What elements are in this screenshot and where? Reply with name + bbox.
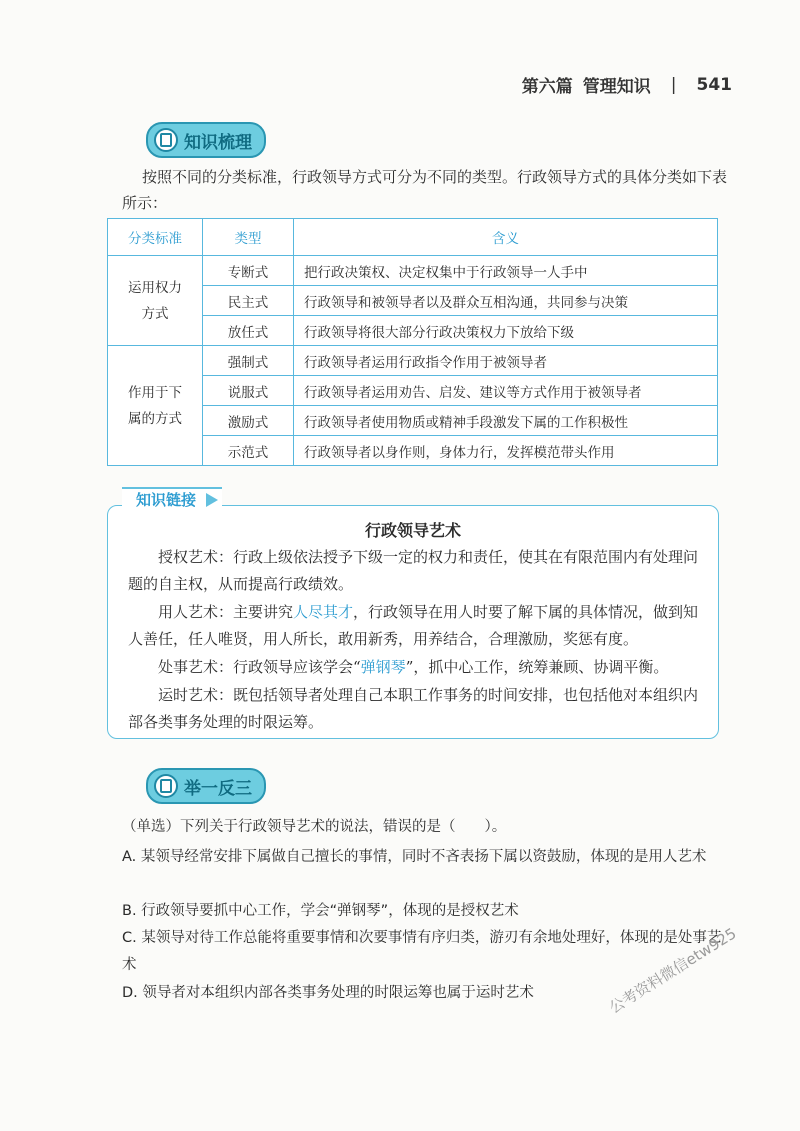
section-title: 管理知识 (582, 77, 651, 97)
option-b: B. 行政领导要抓中心工作，学会“弹钢琴”，体现的是授权艺术 (122, 903, 519, 919)
meaning-cell: 行政领导者运用劝告、启发、建议等方式作用于被领导者 (294, 376, 718, 406)
badge-label: 举一反三 (184, 778, 252, 799)
link-paragraph-timing: 运时艺术：既包括领导者处理自己本职工作事务的时间安排，也包括他对本组织内部各类事务处理的时限运筹。 (128, 686, 699, 731)
type-cell: 强制式 (203, 346, 294, 376)
book-icon (154, 128, 178, 152)
table-row (108, 256, 718, 286)
section-badge-knowledge (146, 122, 266, 158)
intro-paragraph: 按照不同的分类标准，行政领导方式可分为不同的类型。行政领导方式的具体分类如下表所示： (122, 168, 728, 212)
header-separator: | (670, 74, 677, 95)
table-row (108, 346, 718, 376)
type-cell: 说服式 (203, 376, 294, 406)
header-cell: 分类标准 (108, 219, 203, 256)
type-cell: 激励式 (203, 406, 294, 436)
section-badge-practice (146, 768, 266, 804)
type-cell: 示范式 (203, 436, 294, 466)
knowledge-link-tab: 知识链接 (122, 487, 222, 511)
category-cell (108, 346, 203, 466)
link-paragraph-authorization: 授权艺术：行政上级依法授予下级一定的权力和责任，使其在有限范围内有处理问题的自主权，从而提高行政绩效。 (128, 548, 699, 593)
book-icon (154, 774, 178, 798)
part-title: 第六篇 (521, 77, 573, 97)
highlight-text: 弹钢琴 (360, 658, 406, 676)
knowledge-link-box (107, 505, 719, 739)
type-cell: 放任式 (203, 316, 294, 346)
page-number: 541 (696, 74, 732, 95)
option-d: D. 领导者对本组织内部各类事务处理的时限运筹也属于运时艺术 (122, 985, 534, 1001)
category-cell (108, 256, 203, 346)
text-span: 用人艺术：主要讲究 (158, 603, 294, 621)
badge-label: 知识梳理 (184, 132, 252, 153)
category-text: 作用于下属的方式 (128, 384, 182, 427)
meaning-cell: 行政领导和被领导者以及群众互相沟通，共同参与决策 (294, 286, 718, 316)
meaning-cell: 行政领导将很大部分行政决策权力下放给下级 (294, 316, 718, 346)
highlight-text: 人尽其才 (293, 603, 354, 621)
category-text: 运用权力方式 (128, 279, 182, 322)
option-a: A. 某领导经常安排下属做自己擅长的事情，同时不吝表扬下属以资鼓励，体现的是用人艺术 (122, 849, 707, 865)
meaning-cell: 行政领导者使用物质或精神手段激发下属的工作积极性 (294, 406, 718, 436)
text-span: ，行政领导在用人时要了解下属的具体情况，做到知人善任，任人唯贤，用人所长，敢用新秀，用养结合，合理激励，奖惩有度。 (128, 603, 699, 648)
link-title: 行政领导艺术 (364, 521, 461, 540)
type-cell: 专断式 (203, 256, 294, 286)
meaning-cell: 行政领导者以身作则，身体力行，发挥模范带头作用 (294, 436, 718, 466)
header-cell: 含义 (294, 219, 718, 256)
type-cell: 民主式 (203, 286, 294, 316)
header-cell: 类型 (203, 219, 294, 256)
text-span: 处事艺术：行政领导应该学会“ (158, 658, 361, 676)
classification-table (107, 218, 718, 466)
page-header (522, 72, 732, 97)
meaning-cell: 行政领导者运用行政指令作用于被领导者 (294, 346, 718, 376)
option-c: C. 某领导对待工作总能将重要事情和次要事情有序归类，游刃有余地处理好，体现的是处事艺术 (122, 930, 722, 973)
link-paragraph-affairs (128, 654, 700, 681)
watermark: 公考资料微信etw925 (606, 924, 740, 1017)
text-span: ”，抓中心工作，统筹兼顾、协调平衡。 (405, 658, 669, 676)
link-paragraph-personnel (128, 599, 700, 653)
question-stem: （单选）下列关于行政领导艺术的说法，错误的是（ ）。 (122, 819, 507, 835)
table-header-row (108, 219, 718, 256)
meaning-cell: 把行政决策权、决定权集中于行政领导一人手中 (294, 256, 718, 286)
